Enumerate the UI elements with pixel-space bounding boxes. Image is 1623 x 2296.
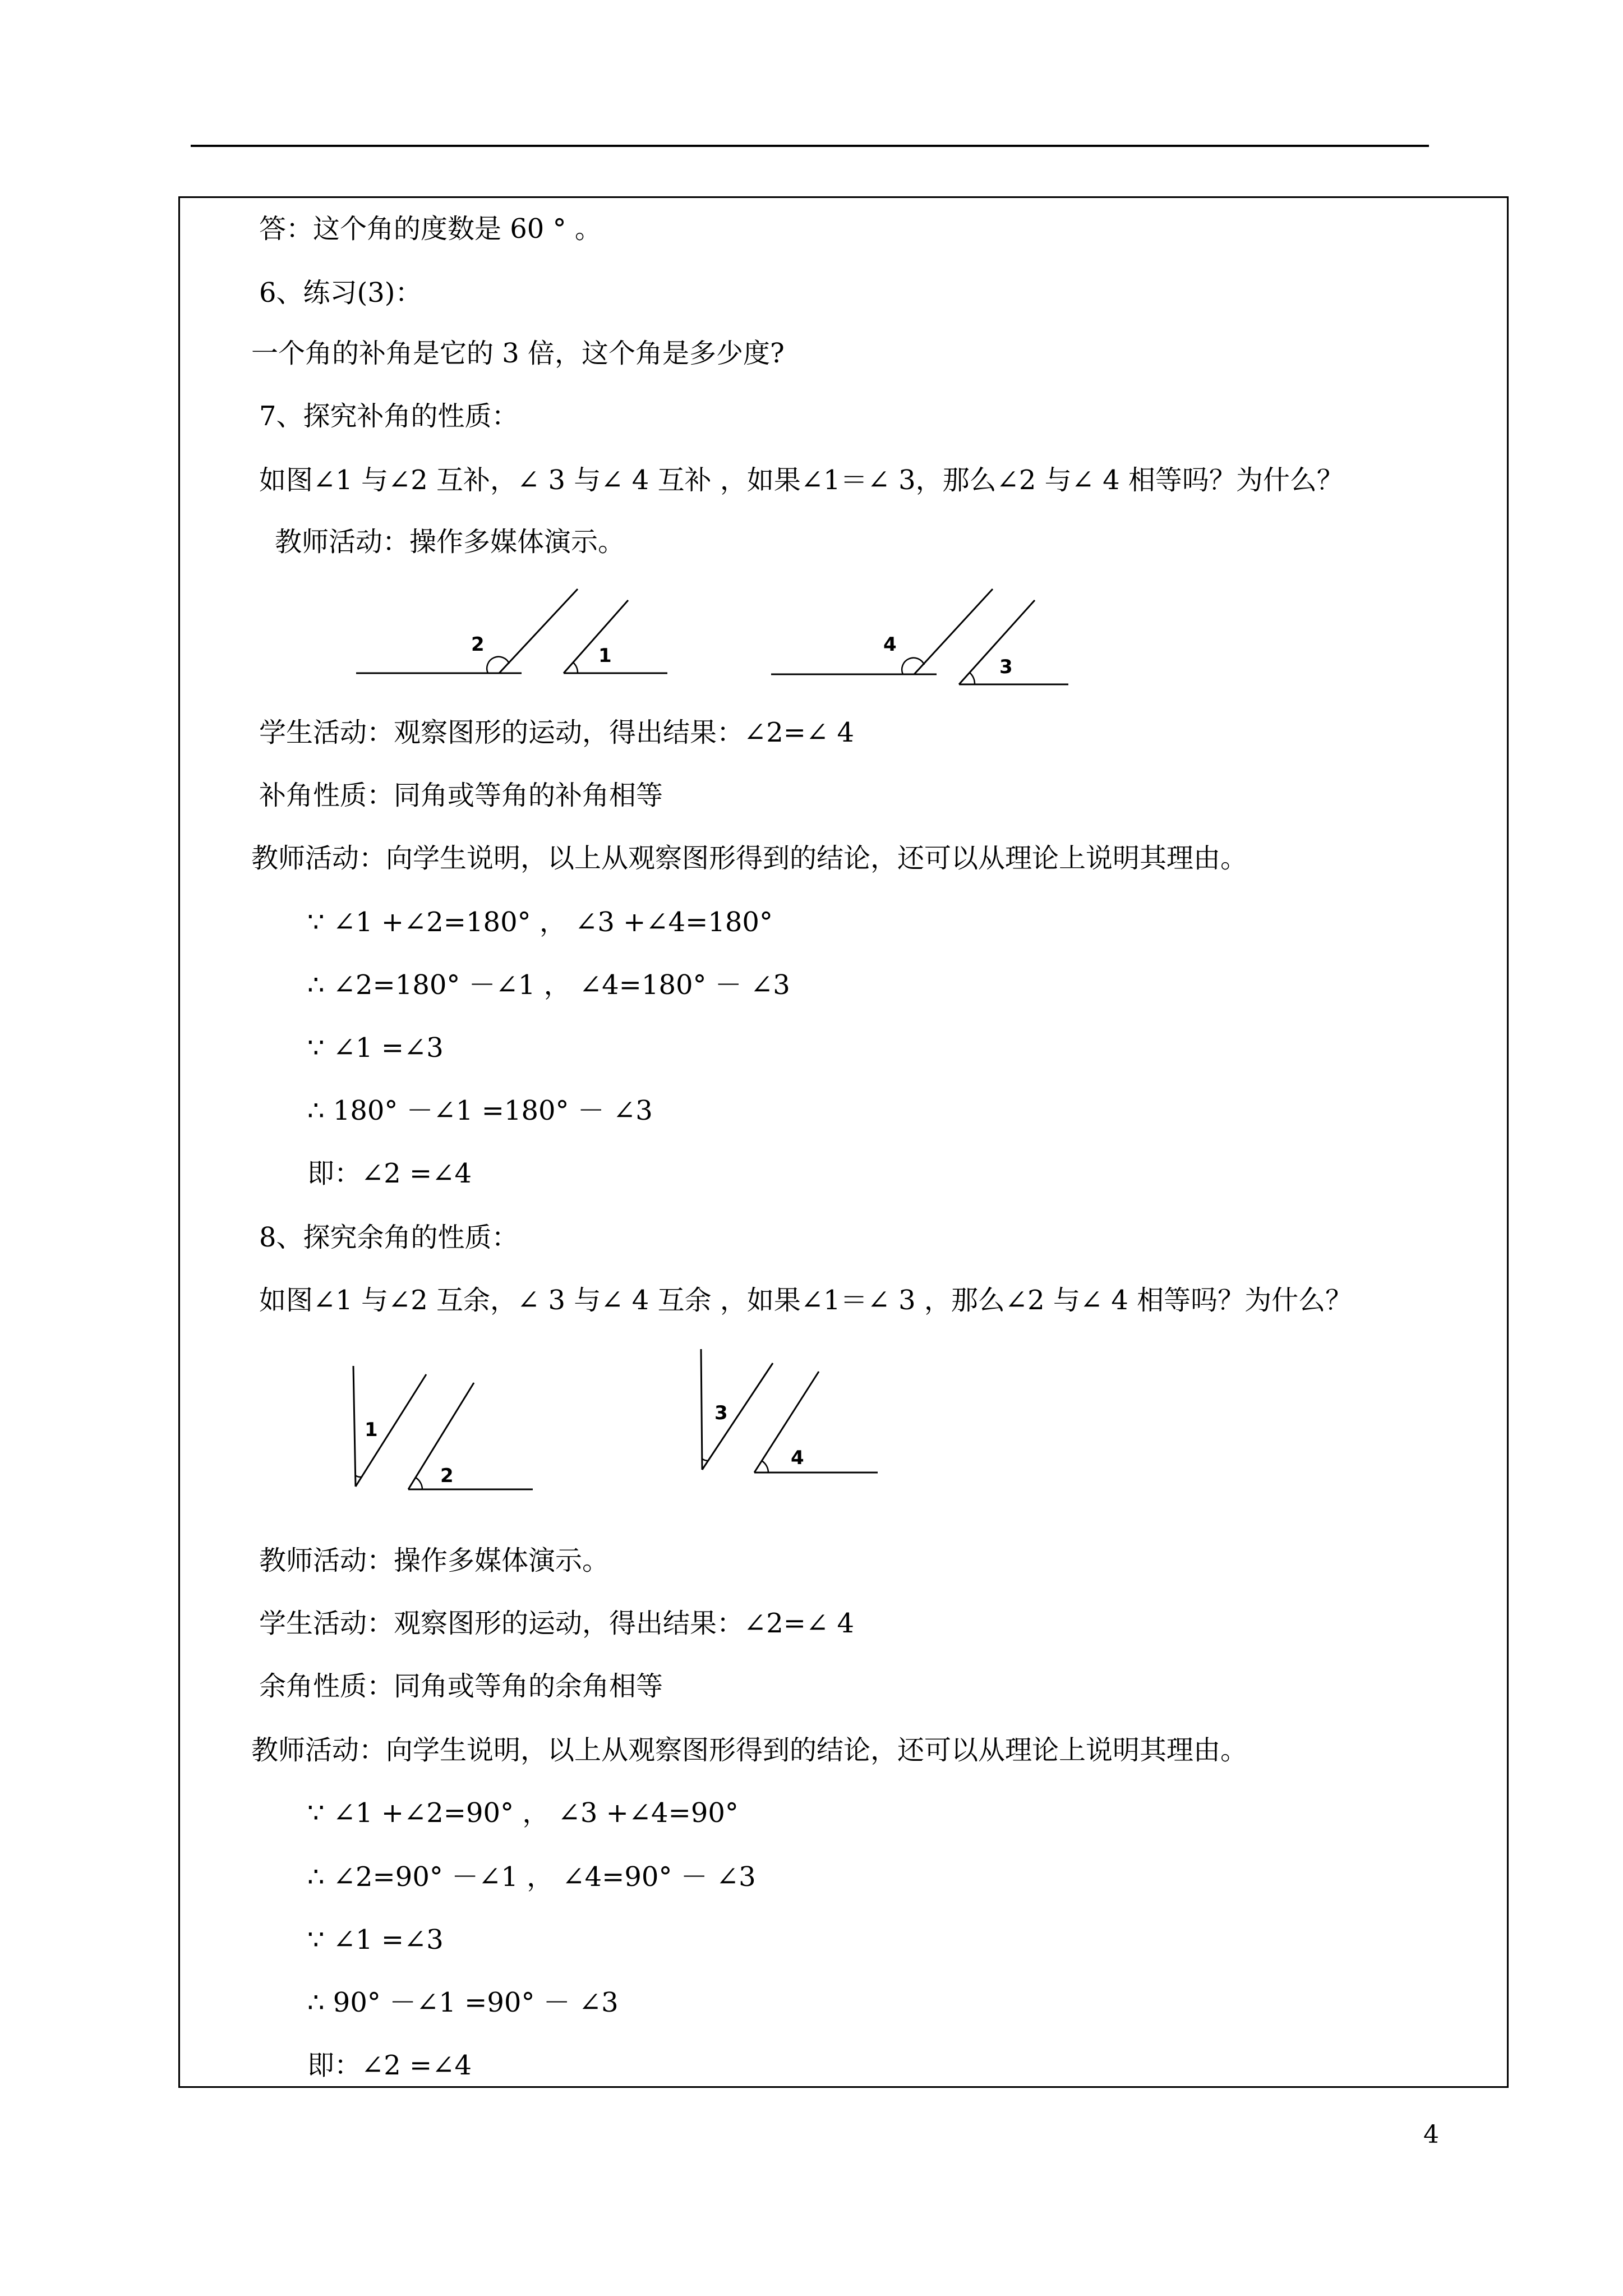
proof-2-step-3: ∵ ∠1 =∠3 bbox=[307, 1924, 444, 1955]
angle-label-4: 4 bbox=[883, 633, 897, 656]
proof-2-step-2: ∴ ∠2=90° －∠1 ， ∠4=90° － ∠3 bbox=[307, 1861, 756, 1893]
proof-2-conclusion: 即：∠2 =∠4 bbox=[307, 2050, 472, 2081]
supplementary-figure-b bbox=[768, 583, 1105, 696]
page-number: 4 bbox=[1423, 2120, 1439, 2149]
complementary-figure-a bbox=[336, 1358, 550, 1498]
proof-1-step-3: ∵ ∠1 =∠3 bbox=[307, 1032, 444, 1064]
angle-arc bbox=[573, 662, 578, 673]
section-7-question: 如图∠1 与∠2 互补，∠ 3 与∠ 4 互补 ，如果∠1＝∠ 3，那么∠2 与∠ 4 相等吗？为什么？ bbox=[259, 464, 1344, 496]
angle-arc bbox=[970, 673, 975, 684]
angle-label-2: 2 bbox=[471, 633, 485, 656]
answer-line: 答：这个角的度数是 60 ° 。 bbox=[259, 213, 602, 245]
section-8-heading: 8、探究余角的性质： bbox=[259, 1222, 519, 1253]
proof-1-step-1: ∵ ∠1 +∠2=180° ， ∠3 +∠4=180° bbox=[307, 907, 773, 938]
ray bbox=[914, 589, 993, 674]
ray bbox=[499, 589, 578, 673]
vertical-ray bbox=[353, 1366, 356, 1487]
supplementary-property: 补角性质：同角或等角的补角相等 bbox=[259, 780, 663, 811]
ray bbox=[564, 600, 628, 673]
student-activity-2: 学生活动：观察图形的运动，得出结果：∠2=∠ 4 bbox=[259, 1608, 854, 1639]
teacher-explanation-2: 教师活动：向学生说明，以上从观察图形得到的结论，还可以从理论上说明其理由。 bbox=[251, 1734, 1248, 1766]
complementary-figure-b bbox=[684, 1341, 897, 1481]
proof-1-step-4: ∴ 180° －∠1 =180° － ∠3 bbox=[307, 1095, 653, 1126]
angle-label-1: 1 bbox=[365, 1419, 378, 1441]
proof-2-step-1: ∵ ∠1 +∠2=90° ， ∠3 +∠4=90° bbox=[307, 1797, 739, 1829]
teacher-activity-1: 教师活动：操作多媒体演示。 bbox=[275, 526, 625, 558]
angle-label-3: 3 bbox=[999, 656, 1013, 678]
ray bbox=[754, 1372, 819, 1473]
angle-arc bbox=[762, 1461, 768, 1473]
teacher-explanation-1: 教师活动：向学生说明，以上从观察图形得到的结论，还可以从理论上说明其理由。 bbox=[251, 843, 1248, 874]
proof-1-conclusion: 即：∠2 =∠4 bbox=[307, 1158, 472, 1189]
angle-label-2: 2 bbox=[440, 1465, 454, 1487]
angle-label-4: 4 bbox=[791, 1447, 804, 1469]
section-7-heading: 7、探究补角的性质： bbox=[259, 401, 519, 432]
header-rule bbox=[191, 145, 1429, 147]
angle-arc bbox=[416, 1478, 422, 1489]
ray bbox=[702, 1363, 773, 1470]
student-activity-1: 学生活动：观察图形的运动，得出结果：∠2=∠ 4 bbox=[259, 717, 854, 748]
supplementary-figure-a bbox=[353, 583, 690, 696]
vertical-ray bbox=[701, 1349, 702, 1470]
exercise-question: 一个角的补角是它的 3 倍，这个角是多少度? bbox=[251, 338, 785, 369]
section-8-question: 如图∠1 与∠2 互余，∠ 3 与∠ 4 互余 ，如果∠1＝∠ 3 ，那么∠2 与∠ 4 相等吗？为什么？ bbox=[259, 1285, 1353, 1316]
angle-label-1: 1 bbox=[598, 645, 612, 667]
angle-label-3: 3 bbox=[714, 1402, 728, 1424]
proof-1-step-2: ∴ ∠2=180° －∠1 ， ∠4=180° － ∠3 bbox=[307, 969, 790, 1001]
teacher-activity-2: 教师活动：操作多媒体演示。 bbox=[259, 1545, 610, 1576]
proof-2-step-4: ∴ 90° －∠1 =90° － ∠3 bbox=[307, 1987, 619, 2018]
complementary-property: 余角性质：同角或等角的余角相等 bbox=[259, 1671, 663, 1702]
exercise-heading: 6、练习(3)： bbox=[259, 277, 422, 309]
